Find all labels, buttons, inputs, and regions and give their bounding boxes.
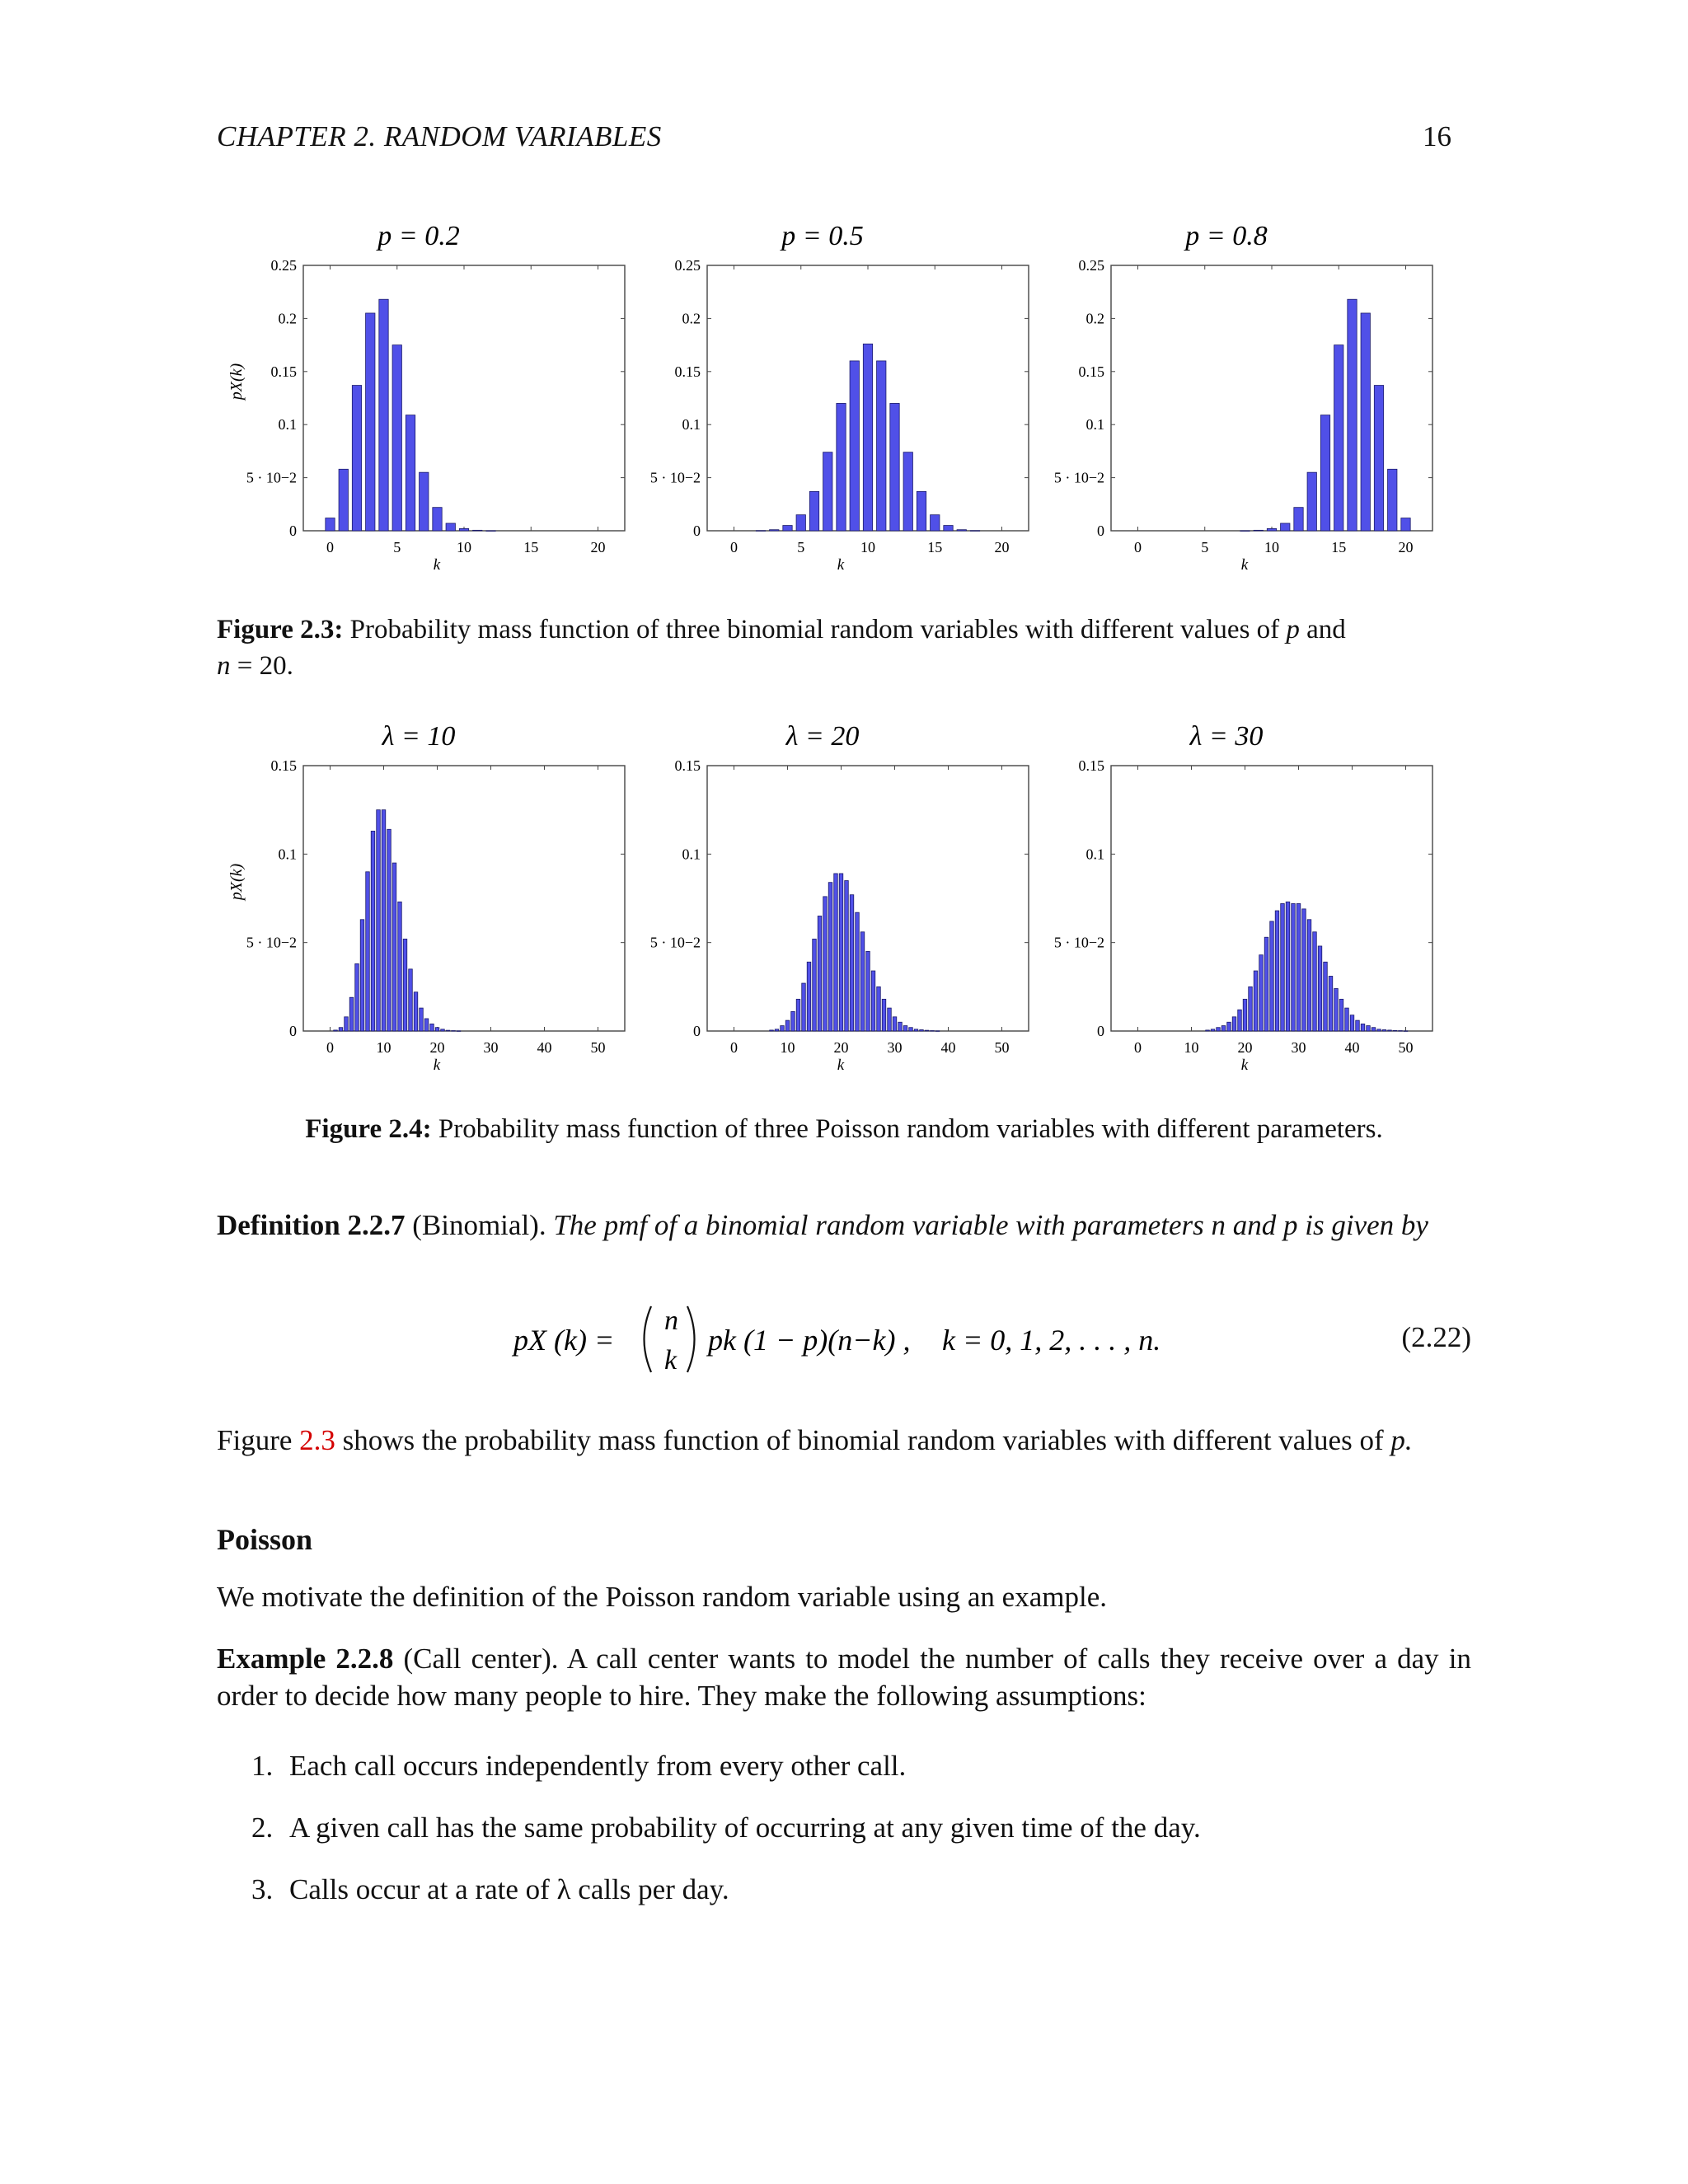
example-label: Example 2.2.8 [217,1643,394,1675]
y-tick-label: 5 · 10−2 [246,469,297,486]
bar [1249,987,1253,1031]
bar [839,874,843,1031]
x-tick-label: 40 [537,1039,552,1056]
bar [1294,508,1303,531]
bar [371,831,375,1031]
equation-rhs: pk (1 − p)(n−k) , [708,1324,911,1357]
y-tick-label: 0.15 [270,363,297,380]
y-tick-label: 0.1 [278,416,297,434]
bar [1334,988,1339,1031]
bar [339,469,348,531]
bar [1388,1030,1392,1031]
chart-4 [650,721,1029,1074]
x-tick-label: 0 [1134,539,1142,555]
list-item [251,1871,729,1908]
bar [452,1031,456,1032]
bar [925,1030,929,1031]
figure-2-4-caption-text: Probability mass function of three Poisson random variables with different parameters. [438,1114,1383,1144]
y-tick-label: 0.15 [1078,363,1104,380]
figure-2-4-charts [217,710,1471,1090]
plot-frame [1111,265,1432,531]
bar [770,530,779,531]
bar [796,999,800,1031]
bar [377,810,381,1031]
y-tick-label: 0 [289,1023,297,1039]
y-tick-label: 5 · 10−2 [246,934,297,951]
bar [349,997,354,1031]
definition-p: p [1283,1209,1298,1241]
y-tick-label: 0.15 [270,757,297,774]
x-tick-label: 15 [1331,539,1347,555]
fig-ref-post: shows the probability mass function of binomial random variables with different values of [342,1424,1384,1456]
x-tick-label: 0 [326,1039,334,1056]
bar [1404,1031,1408,1032]
x-tick-label: 50 [590,1039,606,1056]
bar [473,530,482,531]
binom-right-paren [687,1306,695,1372]
bar [1374,386,1383,531]
bar [1307,920,1311,1031]
equation-lhs: pX (k) = [513,1324,615,1357]
chart-title: p = 0.5 [781,221,864,251]
bar [785,1020,790,1031]
example-name: (Call center). [403,1643,559,1675]
x-tick-label: 10 [376,1039,392,1056]
bar [1243,999,1247,1031]
bar [392,863,396,1031]
example-text: A call center wants to model the number of calls they receive over a day in order to decide how many people to hire. They make the following assumptions: [217,1643,1471,1712]
bar [1318,946,1322,1031]
bar [457,1031,461,1032]
bar [1259,955,1264,1031]
x-tick-label: 20 [1237,1039,1253,1056]
bar [770,1030,774,1031]
y-tick-label: 0 [1097,1023,1104,1039]
figure-2-3-caption-text: Probability mass function of three binomial random variables with different values of [349,615,1280,644]
bar [917,491,926,531]
definition-n: n [1211,1209,1226,1241]
x-tick-label: 40 [1344,1039,1360,1056]
bar [409,969,413,1031]
bar [1382,1029,1386,1031]
x-tick-label: 50 [1398,1039,1414,1056]
bar [828,883,832,1031]
bar [866,951,870,1031]
bar [818,916,822,1031]
bar [1267,528,1276,531]
list-text: A given call has the same probability of occurring at any given time of the day. [289,1811,1201,1844]
bar [802,983,806,1031]
bar [1281,523,1290,531]
y-tick-label: 0.1 [682,416,701,434]
bar [813,939,817,1031]
bar [1206,1030,1210,1031]
y-tick-label: 0.25 [1078,257,1104,274]
x-tick-label: 40 [940,1039,956,1056]
bar [877,361,886,531]
x-tick-label: 50 [994,1039,1010,1056]
bar [1211,1029,1215,1031]
bar [1372,1028,1376,1031]
bar [775,1029,779,1031]
chart-5 [1054,721,1432,1074]
x-tick-label: 0 [730,1039,738,1056]
figure-reference-paragraph [217,1422,1471,1459]
y-axis-label: pX(k) [227,363,246,401]
bar [1221,1026,1226,1031]
chart-title: p = 0.2 [377,221,460,251]
bar [398,902,402,1031]
chart-2 [1054,221,1432,574]
y-tick-label: 0.1 [1085,416,1104,434]
x-tick-label: 30 [1291,1039,1306,1056]
x-tick-label: 15 [523,539,539,555]
bar [1307,472,1316,531]
list-text: Each call occurs independently from every other call. [289,1750,907,1782]
x-tick-label: 0 [730,539,738,555]
bar [1401,518,1410,531]
bar [970,531,979,532]
figure-2-3-caption-eq: = 20. [237,651,293,681]
bar [1302,909,1306,1031]
bar [888,1008,892,1031]
bar [903,1026,907,1031]
bar [877,987,881,1031]
y-tick-label: 0.2 [278,310,297,327]
bar [339,1028,343,1031]
bar [890,403,899,531]
bar [1339,999,1343,1031]
bar [860,932,865,1031]
bar [807,962,811,1031]
bar [845,881,849,1031]
bar [435,1028,439,1031]
equation-2-22 [217,1290,1471,1389]
binom-bottom: k [664,1345,678,1376]
bar [898,1022,903,1031]
chart-1 [650,221,1029,574]
bar [796,515,805,531]
y-tick-label: 0 [289,523,297,539]
figure-2-3-caption-p: p [1286,615,1300,644]
figure-2-3-caption [217,612,1471,684]
binom-top: n [664,1305,678,1336]
equation-range: k = 0, 1, 2, . . . , n. [942,1324,1161,1357]
x-tick-label: 20 [994,539,1010,555]
bar [850,895,854,1031]
equation-number: (2.22) [1401,1321,1471,1353]
chart-title: p = 0.8 [1185,221,1268,251]
bar [366,872,370,1031]
bar [366,313,375,531]
x-axis-label: k [837,1057,845,1074]
bar [1356,1020,1360,1031]
bar [1292,903,1296,1031]
x-tick-label: 20 [1398,539,1414,555]
figure-2-3-svg [217,210,1471,589]
bar [334,1030,338,1031]
x-tick-label: 5 [797,539,805,555]
bar [1275,911,1279,1031]
bar [871,971,875,1031]
plot-frame [303,265,625,531]
bar [441,1029,445,1031]
bar [1286,902,1290,1031]
bar [1313,932,1317,1031]
bar [1238,1010,1242,1031]
x-tick-label: 20 [429,1039,445,1056]
bar [1329,976,1333,1031]
x-tick-label: 0 [326,539,334,555]
y-tick-label: 0.15 [1078,757,1104,774]
bar [856,912,860,1031]
y-tick-label: 0.1 [682,846,701,863]
y-tick-label: 0.1 [278,846,297,863]
bar [1270,921,1274,1031]
fig-ref-link[interactable]: 2.3 [299,1424,335,1456]
bar [781,1026,785,1031]
y-tick-label: 0.1 [1085,846,1104,863]
y-tick-label: 0 [693,1023,701,1039]
motivation-paragraph: We motivate the definition of the Poisson random variable using an example. [217,1581,1107,1613]
bar [433,508,442,531]
bar [424,1019,429,1031]
plot-frame [303,766,625,1031]
bar [756,531,765,532]
definition-text-a: The pmf of a binomial random variable with parameters [553,1209,1204,1241]
figure-2-4-caption [217,1111,1471,1147]
bar [1254,971,1258,1031]
bar [1367,1026,1371,1031]
binom-left-paren [645,1306,652,1372]
chart-title: λ = 20 [785,721,860,752]
y-tick-label: 5 · 10−2 [1053,934,1104,951]
x-axis-label: k [1240,1057,1249,1074]
bar [1324,962,1328,1031]
bar [345,1017,349,1031]
x-axis-label: k [837,556,845,574]
equation-svg [217,1290,1471,1389]
bar [914,1029,918,1031]
figure-2-4-svg [217,710,1471,1090]
bar [1232,1017,1236,1031]
y-tick-label: 0 [1097,523,1104,539]
bar [1227,1022,1231,1031]
chart-title: λ = 10 [382,721,456,752]
bar [446,523,455,531]
bar [387,829,392,1031]
x-tick-label: 10 [780,1039,795,1056]
chart-0 [227,221,625,574]
definition-label: Definition 2.2.7 [217,1209,406,1241]
bar [1393,1030,1397,1031]
y-tick-label: 5 · 10−2 [1053,469,1104,486]
x-tick-label: 20 [590,539,606,555]
x-tick-label: 30 [483,1039,499,1056]
y-tick-label: 0.25 [674,257,701,274]
bar [1217,1028,1221,1031]
bar [1399,1031,1403,1032]
y-tick-label: 0.15 [674,757,701,774]
x-tick-label: 15 [927,539,943,555]
x-tick-label: 0 [1134,1039,1142,1056]
list-item [251,1809,1201,1846]
y-tick-label: 0.15 [674,363,701,380]
x-tick-label: 5 [1201,539,1209,555]
bar [944,526,953,531]
figure-2-3-charts [217,210,1471,589]
bar [1281,903,1285,1031]
bar [935,1031,940,1032]
fig-ref-pre: Figure [217,1424,293,1456]
x-tick-label: 10 [860,539,875,555]
bar [486,531,495,532]
bar [823,452,832,531]
bar [1345,1008,1349,1031]
bar [882,999,886,1031]
definition-name: (Binomial). [412,1209,546,1241]
bar [931,1031,935,1032]
bar [783,526,792,531]
bar [459,528,468,531]
bar [1264,937,1268,1031]
bar [355,963,359,1031]
x-tick-label: 10 [457,539,471,555]
list-number: 2. [251,1811,274,1844]
bar [1361,1024,1365,1031]
y-tick-label: 0.25 [270,257,297,274]
bar [392,345,401,531]
figure-2-3-caption-and: and [1306,615,1346,644]
figure-2-3-label: Figure 2.3: [217,615,344,644]
bar [403,939,407,1031]
list-number: 1. [251,1750,274,1782]
y-tick-label: 0.2 [682,310,701,327]
y-axis-label: pX(k) [227,863,246,901]
bar [1320,415,1329,531]
bar [850,361,859,531]
figure-2-4-label: Figure 2.4: [305,1114,432,1144]
y-tick-label: 0.2 [1085,310,1104,327]
x-tick-label: 30 [887,1039,903,1056]
chart-title: λ = 30 [1189,721,1264,752]
bar [903,452,912,531]
bar [430,1024,434,1031]
bar [834,874,838,1031]
bar [414,992,418,1031]
x-axis-label: k [433,556,441,574]
bar [420,472,429,531]
bar [406,415,415,531]
list-text: Calls occur at a rate of λ calls per day. [289,1873,729,1905]
bar [1334,345,1343,531]
bar [360,920,364,1031]
bar [1240,531,1250,532]
bar [823,897,828,1031]
x-axis-label: k [1240,556,1249,574]
y-tick-label: 5 · 10−2 [649,469,701,486]
bar [382,810,386,1031]
example-2-2-8 [217,1640,1471,1714]
bar [420,1008,424,1031]
bar [791,1011,795,1031]
definition-and: and [1232,1209,1277,1241]
x-tick-label: 5 [393,539,401,555]
bar [909,1028,913,1031]
fig-ref-p: p. [1390,1424,1413,1456]
running-head: CHAPTER 2. RANDOM VARIABLES [217,120,662,152]
x-tick-label: 10 [1264,539,1279,555]
bar [352,386,361,531]
bar [1361,313,1370,531]
bar [1348,299,1357,531]
x-tick-label: 10 [1184,1039,1199,1056]
bar [837,403,846,531]
x-tick-label: 20 [833,1039,849,1056]
y-tick-label: 5 · 10−2 [649,934,701,951]
list-item [251,1747,906,1784]
bar [1254,530,1263,531]
bar [446,1030,450,1031]
bar [893,1017,897,1031]
list-number: 3. [251,1873,274,1905]
bar [379,299,388,531]
x-axis-label: k [433,1057,441,1074]
chart-3 [227,721,625,1074]
section-title-poisson: Poisson [217,1523,313,1556]
bar [920,1029,924,1031]
figure-2-3-caption-n: n [217,651,231,681]
y-tick-label: 0 [693,523,701,539]
bar [1350,1015,1354,1031]
bar [957,530,966,531]
definition-text-b: is given by [1305,1209,1428,1241]
page-number: 16 [1423,120,1451,152]
definition-2-2-7 [217,1207,1471,1244]
bar [863,344,872,531]
bar [809,491,818,531]
bar [326,518,335,531]
bar [1296,903,1301,1031]
bar [1377,1029,1381,1031]
bar [931,515,940,531]
bar [1388,469,1397,531]
